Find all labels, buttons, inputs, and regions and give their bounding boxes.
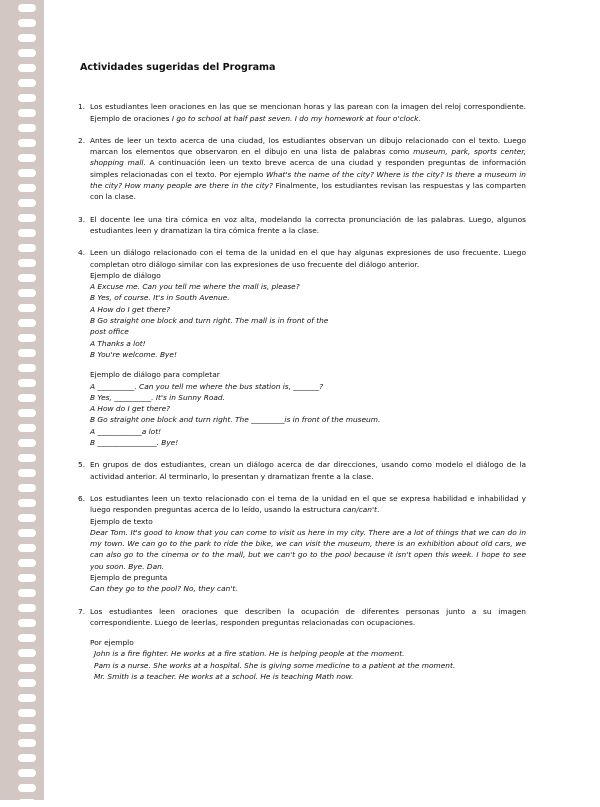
binder-hole [18, 184, 36, 192]
binder-hole [18, 769, 36, 777]
example-heading: Ejemplo de texto [90, 516, 153, 526]
example-line: Dear Tom. It's good to know that you can come to visit us here in my city. There are a lot of things that we can do in my town. We can go to the park to ride the bike, we can visit the museum, there is an exhibition about old cars, we can also go to the cinema or to the mall, but we can't go to the pool because it isn't open this week. I hope to see you soon. Bye. Dan. [90, 527, 526, 571]
activity-number: 6. [78, 493, 86, 503]
binder-hole [18, 544, 36, 552]
example-line: B Go straight one block and turn right. The _________is in front of the museum. [90, 415, 381, 425]
example-line: Can they go to the pool? No, they can't. [90, 584, 238, 594]
example-line: A Thanks a lot! [90, 338, 146, 348]
binder-hole [18, 214, 36, 222]
spacer [90, 628, 526, 637]
example-text: museum, park, sports center, shopping mall [90, 147, 526, 168]
example-line: John is a fire fighter. He works at a fire station. He is helping people at the moment. [94, 649, 405, 659]
binder-hole [18, 109, 36, 117]
activity-number: 3. [78, 214, 86, 224]
activity-text [90, 459, 526, 482]
activity-text [90, 493, 526, 516]
binder-hole [18, 64, 36, 72]
binder-hole [18, 484, 36, 492]
binder-hole [18, 49, 36, 57]
body-text: Leen un diálogo relacionado con el tema de la unidad en el que hay algunas expresiones de uso frecuente. Luego completan otro diálogo similar con las expresiones de uso frecuente del diálogo anterior. [90, 248, 526, 269]
binder-hole [18, 784, 36, 792]
binder-hole [18, 724, 36, 732]
page-title: Actividades sugeridas del Programa [80, 62, 276, 73]
example-line: A How do I get there? [90, 304, 171, 314]
body-text: El docente lee una tira cómica en voz alta, modelando la correcta pronunciación de las palabras. Luego, algunos estudiantes leen y dramatizan la tira cómica frente a la clase. [90, 214, 526, 235]
example-text: What's the name of the city? Where is the city? Is there a museum in the city? How many people are there in the city? [90, 169, 526, 191]
binder-hole [18, 229, 36, 237]
body-text: Los estudiantes leen oraciones en las que se mencionan horas y las parean con la imagen del reloj correspondiente. Ejemplo de oraciones [90, 102, 526, 123]
binder-hole [18, 319, 36, 327]
example-line: B You're welcome. Bye! [90, 349, 177, 359]
activity-item [78, 247, 526, 448]
binder-hole [18, 649, 36, 657]
body-text: Finalmente, los estudiantes revisan las respuestas y las comparten con la clase. [90, 181, 526, 202]
binder-hole [18, 754, 36, 762]
binder-hole [18, 514, 36, 522]
document-page [78, 62, 526, 693]
example-line: B Yes, __________. It's in Sunny Road. [90, 392, 225, 402]
activity-item [78, 135, 526, 203]
binder-hole [18, 499, 36, 507]
binder-hole [18, 139, 36, 147]
activity-number: 5. [78, 460, 86, 470]
activity-number: 1. [78, 102, 86, 112]
activity-number: 2. [78, 135, 86, 145]
binder-hole [18, 574, 36, 582]
binder-hole [18, 334, 36, 342]
activity-item [78, 606, 526, 683]
example-line: A ____________a lot! [90, 426, 162, 436]
activity-text [90, 606, 526, 629]
binder-hole [18, 379, 36, 387]
binder-hole [18, 604, 36, 612]
binder-hole [18, 364, 36, 372]
binder-hole [18, 589, 36, 597]
body-text: En grupos de dos estudiantes, crean un diálogo acerca de dar direcciones, usando como modelo el diálogo de la actividad anterior. Al terminarlo, lo presentan y dramatizan frente a la clase. [90, 460, 526, 481]
example-line: B Go straight one block and turn right. The mall is in front of the [90, 316, 329, 326]
binder-hole [18, 289, 36, 297]
activity-item [78, 459, 526, 482]
binder-hole [18, 559, 36, 567]
binder-hole [18, 424, 36, 432]
body-text: Antes de leer un texto acerca de una ciudad, los estudiantes observan un dibujo relacionado con el texto. Luego marcan los elementos que observaron en el dibujo en una lista de palabras como [90, 135, 526, 157]
binder-hole [18, 169, 36, 177]
binder-hole [18, 664, 36, 672]
activity-text [90, 135, 526, 203]
activity-text [90, 247, 526, 270]
binder-hole [18, 349, 36, 357]
activity-text [90, 214, 526, 237]
binder-hole [18, 19, 36, 27]
binder-hole [18, 454, 36, 462]
example-line: Pam is a nurse. She works at a hospital. She is giving some medicine to a patient at the moment. [94, 660, 456, 670]
binder-hole [18, 394, 36, 402]
binder-hole [18, 739, 36, 747]
binder-hole [18, 409, 36, 417]
spacer [90, 360, 526, 369]
binder-spine [0, 0, 44, 800]
activity-item [78, 214, 526, 237]
binder-hole [18, 679, 36, 687]
binder-hole [18, 34, 36, 42]
body-text: . [418, 113, 421, 123]
binder-hole [18, 154, 36, 162]
example-heading: Ejemplo de diálogo [90, 270, 161, 280]
example-line: Mr. Smith is a teacher. He works at a school. He is teaching Math now. [94, 672, 354, 682]
activity-number: 7. [78, 606, 86, 616]
example-text: I go to school at half past seven. I do my homework at four o'clock [171, 113, 419, 123]
binder-hole [18, 799, 36, 807]
example-line: B ________________. Bye! [90, 438, 179, 448]
activity-text [90, 101, 526, 124]
body-text: . [376, 505, 380, 515]
binder-hole [18, 529, 36, 537]
example-line: A Excuse me. Can you tell me where the mall is, please? [90, 282, 300, 292]
binder-hole [18, 304, 36, 312]
example-heading: Ejemplo de diálogo para completar [90, 370, 220, 380]
binder-hole [18, 124, 36, 132]
binder-hole [18, 4, 36, 12]
example-line: A __________. Can you tell me where the bus station is, _______? [90, 381, 324, 391]
example-heading: Ejemplo de pregunta [90, 572, 168, 582]
binder-hole [18, 79, 36, 87]
body-text: Los estudiantes leen un texto relacionado con el tema de la unidad en el que se expresa habilidad e inhabilidad y luego responden preguntas acerca de lo leído, usando la estructura [90, 493, 526, 515]
binder-hole [18, 94, 36, 102]
example-line: post office [90, 327, 129, 337]
example-heading: Por ejemplo [90, 638, 134, 648]
activity-list [78, 101, 526, 682]
example-text: can/can't [342, 505, 377, 515]
example-line: A How do I get there? [90, 404, 171, 414]
activity-item [78, 101, 526, 124]
example-line: B Yes, of course. It's in South Avenue. [90, 293, 230, 303]
binder-hole [18, 439, 36, 447]
activity-number: 4. [78, 248, 86, 258]
binder-hole [18, 274, 36, 282]
binder-hole [18, 694, 36, 702]
binder-hole [18, 709, 36, 717]
binder-hole [18, 244, 36, 252]
binder-hole [18, 199, 36, 207]
binder-hole [18, 469, 36, 477]
binder-hole [18, 259, 36, 267]
binder-hole [18, 619, 36, 627]
binder-hole [18, 634, 36, 642]
body-text: Los estudiantes leen oraciones que describen la ocupación de diferentes personas junto a su imagen correspondiente. Luego de leerlas, responden preguntas relacionadas con ocupaciones. [90, 606, 526, 627]
body-text: . A continuación leen un texto breve acerca de una ciudad y responden preguntas de información simples relacionadas con el texto. Por ejemplo [90, 158, 526, 179]
activity-item [78, 493, 526, 595]
